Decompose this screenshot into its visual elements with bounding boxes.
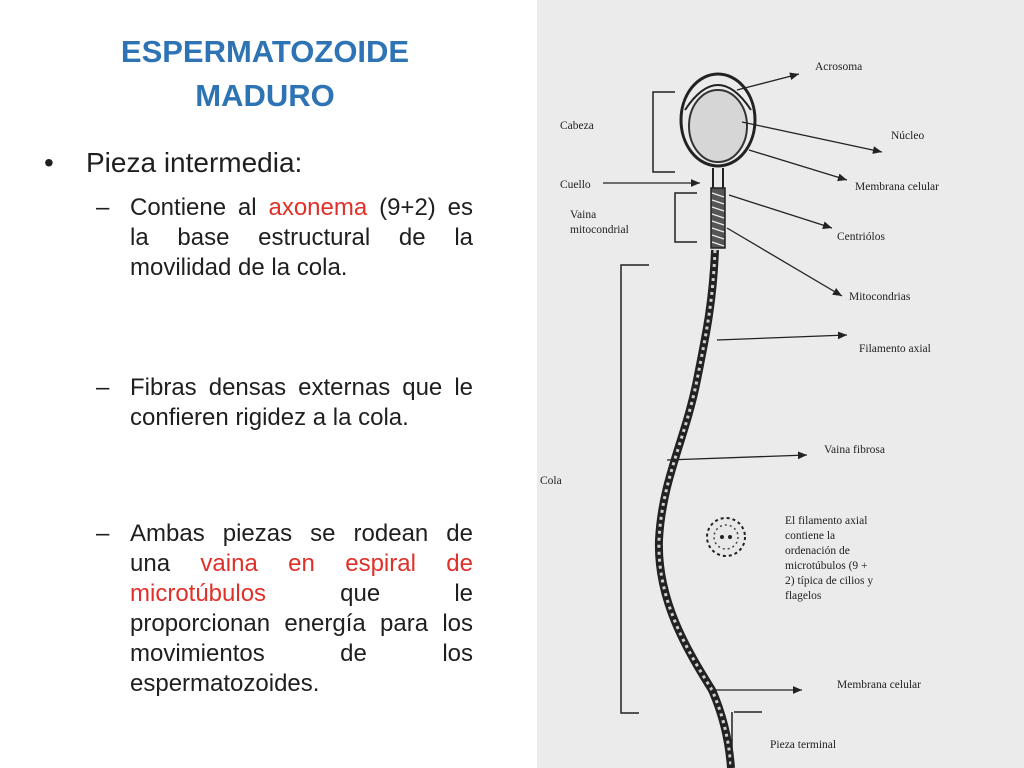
svg-text:flagelos: flagelos	[785, 590, 822, 602]
title-line-1: ESPERMATOZOIDE	[120, 34, 410, 69]
sperm-midpiece	[711, 168, 725, 248]
axoneme-cross-section	[707, 518, 745, 556]
svg-text:contiene la: contiene la	[785, 530, 836, 542]
label-cabeza: Cabeza	[560, 120, 594, 132]
sub-item-2-text: Fibras densas externas que le confieren rigidez a la cola.	[130, 374, 473, 431]
svg-text:microtúbulos (9 +: microtúbulos (9 +	[785, 560, 868, 572]
label-mitocondrias: Mitocondrias	[849, 291, 911, 303]
slide-title	[60, 30, 470, 118]
bullet-dot: •	[44, 147, 54, 178]
sub-item-1-text: Contiene al axonema (9+2) es la base estructural de la movilidad de la cola.	[130, 194, 473, 281]
label-pieza-terminal: Pieza terminal	[770, 739, 837, 751]
sperm-diagram	[537, 0, 1024, 768]
label-filamento-axial: Filamento axial	[859, 343, 931, 355]
main-bullet-text: Pieza intermedia:	[86, 147, 303, 178]
label-cola: Cola	[540, 475, 562, 487]
label-vaina-mito-2: mitocondrial	[570, 224, 629, 236]
label-arrows	[603, 74, 882, 690]
dash-2: –	[96, 374, 110, 401]
dash-1: –	[96, 194, 110, 221]
highlight-axonema: axonema	[268, 194, 368, 221]
sub-item-3-text: Ambas piezas se rodean de una vaina en espiral de microtúbulos que le proporcionan energía para los movimientos de los espermatozoides.	[130, 520, 473, 697]
label-membrana-celular-top: Membrana celular	[855, 181, 939, 193]
label-centriolos: Centriólos	[837, 231, 885, 243]
label-vaina-mito-1: Vaina	[570, 209, 597, 221]
highlight-vaina-espiral: vaina en espiral de microtúbulos	[130, 550, 473, 607]
svg-text:2) típica de cilios y: 2) típica de cilios y	[785, 575, 874, 587]
label-nucleo: Núcleo	[891, 130, 925, 142]
label-cuello: Cuello	[560, 179, 591, 191]
axoneme-note	[785, 515, 873, 602]
label-vaina-fibrosa: Vaina fibrosa	[824, 444, 885, 456]
sperm-diagram-svg	[537, 0, 1024, 768]
title-line-2: MADURO	[195, 78, 335, 113]
label-membrana-celular-bottom: Membrana celular	[837, 679, 921, 691]
dash-3: –	[96, 520, 110, 547]
label-acrosoma: Acrosoma	[815, 61, 863, 73]
svg-text:El filamento axial: El filamento axial	[785, 515, 868, 527]
svg-text:ordenación de: ordenación de	[785, 545, 850, 557]
left-brackets	[621, 92, 762, 768]
